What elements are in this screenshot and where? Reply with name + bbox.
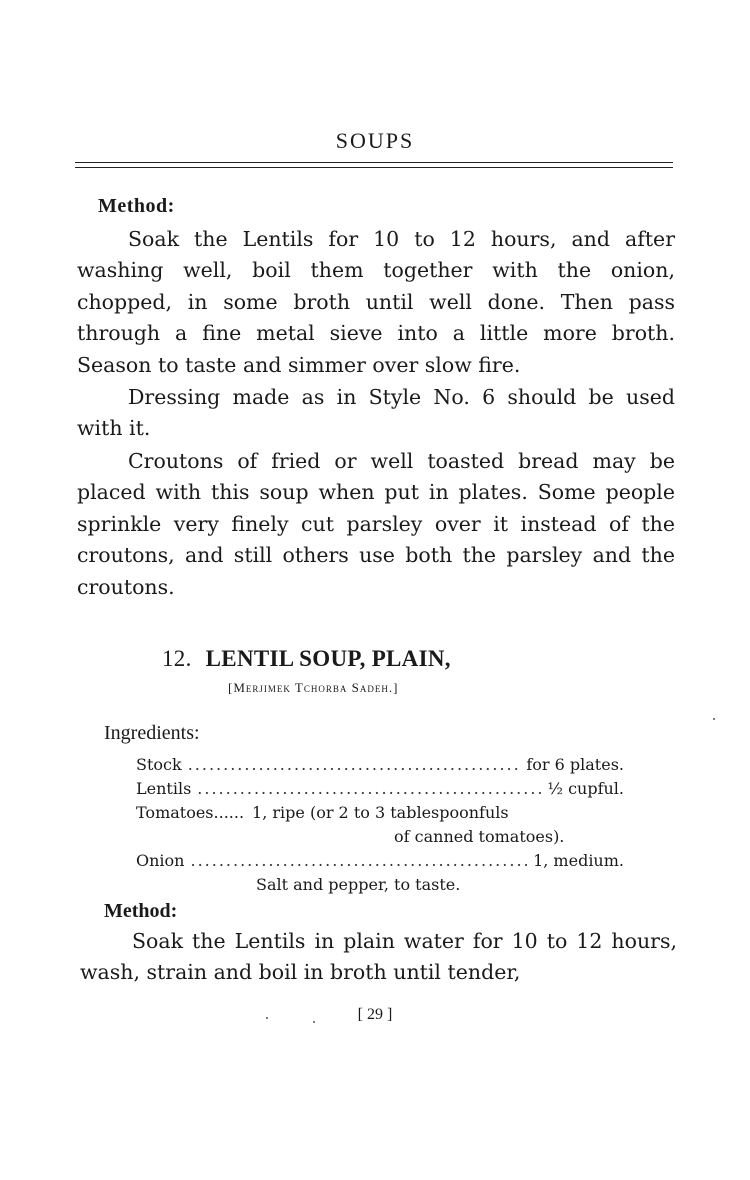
recipe-heading: [162, 646, 451, 672]
ingredient-name: Onion: [136, 851, 185, 870]
ingredient-amount: for 6 plates.: [526, 755, 624, 774]
method-paragraph-3: Croutons of fried or well toasted bread may be placed with this soup when put in plates. Some people sprinkle very finely cut parsley over it instead of the croutons, and still others use both the parsley and the croutons.: [77, 449, 675, 599]
print-speck: [266, 1017, 268, 1019]
ingredient-row: [136, 779, 624, 801]
method-label: Method:: [98, 195, 175, 217]
leader-dots: [197, 779, 541, 798]
ingredient-name: Lentils: [136, 779, 192, 798]
ingredient-amount: 1, ripe (or 2 to 3 tablespoonfuls: [252, 803, 509, 822]
recipe-number: 12.: [162, 646, 192, 671]
ingredients-label: Ingredients:: [104, 722, 200, 744]
ingredient-amount: ½ cupful.: [547, 779, 624, 798]
method-paragraph-1: Soak the Lentils for 10 to 12 hours, and after washing well, boil them together with the onion, chopped, in some broth until well done. Then pass through a fine metal sieve into a little more broth. Season to taste and simmer over slow fire.: [77, 227, 675, 377]
ingredient-row: [136, 803, 624, 825]
recipe-title: LENTIL SOUP, PLAIN,: [205, 646, 451, 671]
ingredient-name: Tomatoes......: [136, 803, 245, 822]
method-label-2: Method:: [104, 900, 178, 922]
ingredient-continuation: of canned tomatoes).: [394, 827, 565, 846]
header-rule-top: [75, 162, 673, 163]
print-speck: [313, 1021, 315, 1023]
ingredient-row: [136, 851, 624, 873]
leader-dots: [188, 755, 521, 774]
leader-dots: [190, 851, 527, 870]
ingredient-row: [136, 755, 624, 777]
header-rule-bottom: [75, 167, 673, 168]
page-number: [ 29 ]: [357, 1006, 393, 1023]
method-paragraph-4: Soak the Lentils in plain water for 10 to 12 hours, wash, strain and boil in broth until tender,: [80, 929, 677, 985]
recipe-subtitle: [Merjimek Tchorba Sadeh.]: [228, 680, 399, 695]
print-speck: [713, 718, 715, 720]
method-paragraph-2: Dressing made as in Style No. 6 should be used with it.: [77, 385, 675, 441]
ingredient-amount: 1, medium.: [533, 851, 624, 870]
ingredient-note: Salt and pepper, to taste.: [256, 875, 461, 894]
ingredient-name: Stock: [136, 755, 182, 774]
running-header: SOUPS: [335, 128, 415, 153]
